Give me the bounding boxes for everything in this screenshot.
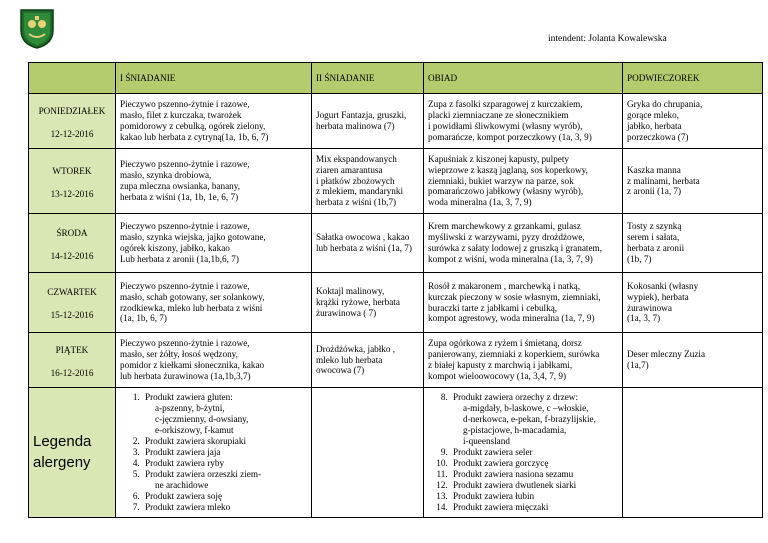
day-name: PIĄTEK <box>55 344 89 355</box>
meal-sniadanie-1: Pieczywo pszenno-żytnie i razowe, masło, filet z kurczaka, twarożek pomidorowy z cebulką, ogórek zielony, kakao lub herbata z cytryną(1a, 1b, 6, 7) <box>116 94 312 149</box>
allergen-item: 5. Produkt zawiera orzeszki ziem- ne arachidowe <box>142 469 307 491</box>
legend-row <box>29 388 763 518</box>
header-sniadanie-1: I ŚNIADANIE <box>116 63 312 94</box>
header-podwieczorek: PODWIECZOREK <box>623 63 763 94</box>
day-cell <box>29 273 116 333</box>
meal-sniadanie-2: Sałatka owocowa , kakao lub herbata z wiśni (1a, 7) <box>312 214 424 273</box>
meal-podwieczorek: Gryka do chrupania, gorące mleko, jabłko, herbata porzeczkowa (7) <box>623 94 763 149</box>
header-sniadanie-2: II ŚNIADANIE <box>312 63 424 94</box>
weekly-menu-table <box>28 62 763 518</box>
day-cell <box>29 214 116 273</box>
day-name: WTOREK <box>52 165 92 176</box>
meal-obiad: Rosół z makaronem , marchewką i natką, kurczak pieczony w sosie własnym, ziemniaki, buraczki tarte z jabłkami i cebulką, kompot agrestowy, woda mineralna (1a, 7, 9) <box>424 273 623 333</box>
meal-podwieczorek: Kaszka manna z malinami, herbata z aronii (1a, 7) <box>623 149 763 214</box>
day-date: 16-12-2016 <box>50 367 94 378</box>
meal-sniadanie-2: Mix ekspandowanych ziaren amarantusa i płatków zbożowych z mlekiem, mandarynki herbata z wiśni (1b,7) <box>312 149 424 214</box>
meal-sniadanie-1: Pieczywo pszenno-żytnie i razowe, masło, schab gotowany, ser solankowy, rzodkiewka, mleko lub herbata z wiśni (1a, 1b, 6, 7) <box>116 273 312 333</box>
day-date: 12-12-2016 <box>50 128 94 139</box>
meal-obiad: Kapuśniak z kiszonej kapusty, pulpety wieprzowe z kaszą jaglaną, sos koperkowy, ziemniaki, bukiet warzyw na parze, sok pomarańczowo jabłkowy (własny wyrób), woda mineralna (1a, 3, 7, 9) <box>424 149 623 214</box>
allergen-item: 1. Produkt zawiera gluten: a-pszenny, b-żytni, c-jęczmienny, d-owsiany, e-orkiszowy, f-kamut <box>142 392 307 436</box>
day-date: 13-12-2016 <box>50 188 94 199</box>
allergen-item: 12. Produkt zawiera dwutlenek siarki <box>450 480 618 491</box>
legend-title-line-2: alergeny <box>33 453 91 471</box>
intendent-label: intendent: Jolanta Kowalewska <box>548 34 667 44</box>
day-date: 15-12-2016 <box>50 310 94 320</box>
allergen-item: 11. Produkt zawiera nasiona sezamu <box>450 469 618 480</box>
meal-obiad: Zupa z fasolki szparagowej z kurczakiem, placki ziemniaczane ze słonecznikiem i powidłami śliwkowymi (własny wyrób), pomarańcze, kompot porzeczkowy (1a, 3, 9) <box>424 94 623 149</box>
legend-empty-cell <box>623 388 763 518</box>
day-name: CZWARTEK <box>47 287 97 298</box>
meal-sniadanie-1: Pieczywo pszenno-żytnie i razowe, masło, ser żółty, łosoś wędzony, pomidor z kiełkami słonecznika, kakao lub herbata żurawinowa (1a,1b,3,7) <box>116 333 312 388</box>
header-corner <box>29 63 116 94</box>
day-cell <box>29 149 116 214</box>
day-name: ŚRODA <box>56 227 88 238</box>
legend-allergens-right <box>424 388 623 518</box>
legend-allergens-left <box>116 388 312 518</box>
meal-podwieczorek: Kokosanki (własny wypiek), herbata żurawinowa (1a, 3, 7) <box>623 273 763 333</box>
meal-sniadanie-2: Koktajl malinowy, krążki ryżowe, herbata żurawinowa ( 7) <box>312 273 424 333</box>
allergen-item: 13. Produkt zawiera łubin <box>450 491 618 502</box>
allergen-item: 6. Produkt zawiera soję <box>142 491 307 502</box>
day-row-wednesday <box>29 214 763 273</box>
day-cell <box>29 94 116 149</box>
meal-obiad: Zupa ogórkowa z ryżem i śmietaną, dorsz panierowany, ziemniaki z koperkiem, surówka z białej kapusty z marchwią i jabłkami, kompot wieloowocowy (1a, 3,4, 7, 9) <box>424 333 623 388</box>
school-logo <box>17 6 57 50</box>
day-row-thursday <box>29 273 763 333</box>
day-row-monday <box>29 94 763 149</box>
allergen-item: 14. Produkt zawiera mięczaki <box>450 502 618 513</box>
allergen-item: 10. Produkt zawiera gorczycę <box>450 458 618 469</box>
day-date: 14-12-2016 <box>50 250 94 261</box>
header-row <box>29 63 763 94</box>
allergen-item: 7. Produkt zawiera mleko <box>142 502 307 513</box>
allergen-item: 9. Produkt zawiera seler <box>450 447 618 458</box>
meal-sniadanie-1: Pieczywo pszenno-żytnie i razowe, masło, szynka drobiowa, zupa mleczna owsianka, banany, herbata z wiśni (1a, 1b, 1e, 6, 7) <box>116 149 312 214</box>
legend-title-line-1: Legenda <box>33 433 92 451</box>
meal-sniadanie-1: Pieczywo pszenno-żytnie i razowe, masło, szynka wiejska, jajko gotowane, ogórek kiszony, jabłko, kakao Lub herbata z aronii (1a,1b,6, 7) <box>116 214 312 273</box>
allergen-item: 2. Produkt zawiera skorupiaki <box>142 436 307 447</box>
legend-empty-cell <box>312 388 424 518</box>
legend-title <box>29 388 116 518</box>
meal-podwieczorek: Tosty z szynką serem i sałata, herbata z aronii (1b, 7) <box>623 214 763 273</box>
allergen-item: 4. Produkt zawiera ryby <box>142 458 307 469</box>
meal-sniadanie-2: Jogurt Fantazja, gruszki, herbata malinowa (7) <box>312 94 424 149</box>
meal-obiad: Krem marchewkowy z grzankami, gulasz myśliwski z warzywami, pyzy drożdżowe, surówka z sałaty lodowej z gruszką i granatem, kompot z wiśni, woda mineralna (1a, 3, 7, 9) <box>424 214 623 273</box>
day-cell <box>29 333 116 388</box>
day-row-friday <box>29 333 763 388</box>
allergen-item: 3. Produkt zawiera jaja <box>142 447 307 458</box>
day-name: PONIEDZIAŁEK <box>38 105 106 116</box>
meal-sniadanie-2: Drożdżówka, jabłko , mleko lub herbata owocowa (7) <box>312 333 424 388</box>
day-row-tuesday <box>29 149 763 214</box>
meal-podwieczorek: Deser mleczny Zuzia (1a,7) <box>623 333 763 388</box>
allergen-item: 8. Produkt zawiera orzechy z drzew: a-migdały, b-laskowe, c –włoskie, d-nerkowca, e-pekan, f-brazylijskie, g-pistacjowe, h-macadamia, i-queensland <box>450 392 618 447</box>
header-obiad: OBIAD <box>424 63 623 94</box>
